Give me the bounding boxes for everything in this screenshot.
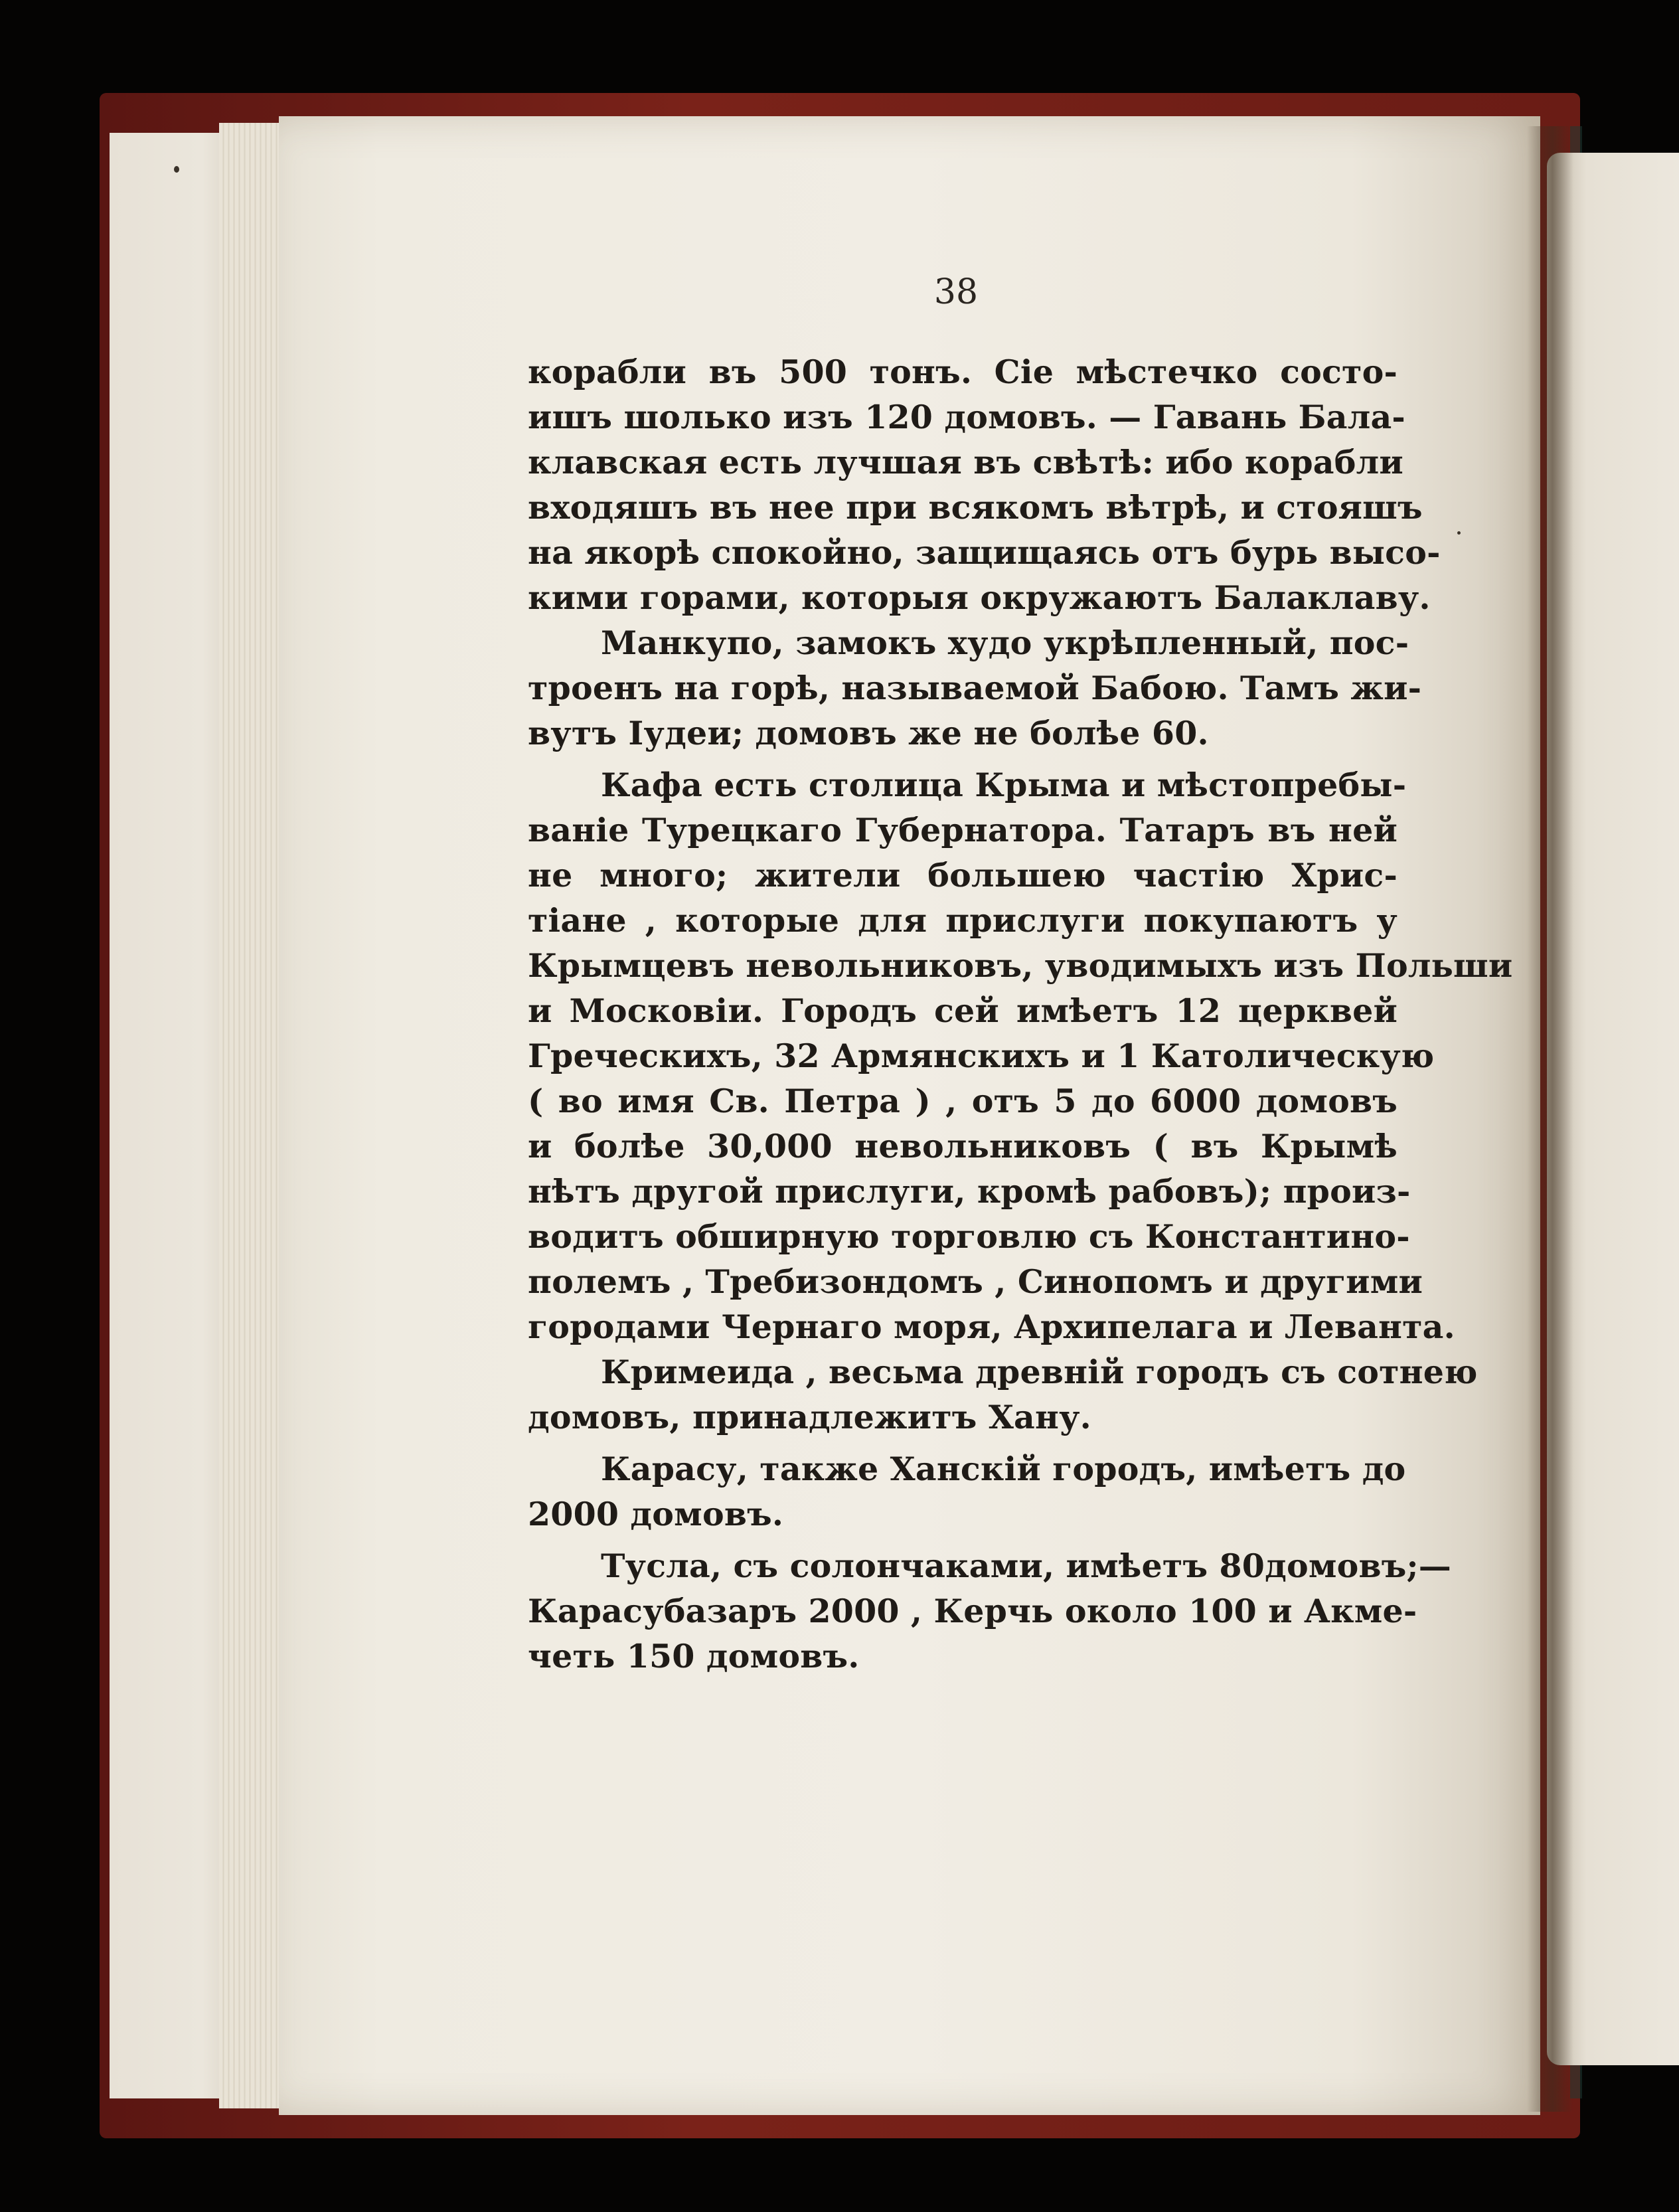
text-line: Карасубазаръ 2000 , Керчь около 100 и Акме-	[528, 1592, 1417, 1630]
text-line: ишъ шолько изъ 120 домовъ. — Гавань Бала-	[528, 398, 1405, 436]
text-line: ваніе Турецкаго Губернатора. Татаръ въ ней	[528, 811, 1398, 849]
text-line: Карасу, также Ханскій городъ, имѣетъ до	[601, 1450, 1406, 1488]
text-line: тіане , которые для прислуги покупаютъ у	[528, 901, 1398, 940]
text-line: городами Чернаго моря, Архипелага и Леванта.	[528, 1308, 1455, 1346]
text-line: вутъ Іудеи; домовъ же не болѣе 60.	[528, 714, 1209, 752]
text-line: домовъ, принадлежитъ Хану.	[528, 1398, 1091, 1436]
text-line: водитъ обширную торговлю съ Константино-	[528, 1217, 1410, 1256]
text-line: Кафа есть столица Крыма и мѣстопребы-	[601, 766, 1407, 804]
text-line: корабли въ 500 тонъ. Сіе мѣстечко состо-	[528, 353, 1398, 391]
text-line: полемъ , Требизондомъ , Синопомъ и другими	[528, 1262, 1423, 1301]
text-line: на якорѣ спокойно, защищаясь отъ бурь высо-	[528, 533, 1441, 572]
text-line: четь 150 домовъ.	[528, 1637, 860, 1675]
text-line: не много; жители большею частію Хрис-	[528, 856, 1398, 894]
paper-speck	[1457, 531, 1461, 535]
paper-speck	[174, 166, 179, 173]
text-line: клавская есть лучшая въ свѣтѣ: ибо корабли	[528, 443, 1403, 481]
text-line: Тусла, съ солончаками, имѣетъ 80домовъ;—	[601, 1547, 1451, 1585]
text-line: и Московіи. Городъ сей имѣетъ 12 церквей	[528, 991, 1398, 1030]
text-line: Греческихъ, 32 Армянскихъ и 1 Католическую	[528, 1037, 1435, 1075]
text-line: Кримеида , весьма древній городъ съ сотнею	[601, 1353, 1478, 1391]
text-line: кими горами, которыя окружаютъ Балаклаву.	[528, 578, 1431, 617]
text-line: Крымцевъ невольниковъ, уводимыхъ изъ Польши	[528, 946, 1513, 985]
text-line: входяшъ въ нее при всякомъ вѣтрѣ, и стояшъ	[528, 488, 1423, 527]
text-line: ( во имя Св. Петра ) , отъ 5 до 6000 домовъ	[528, 1082, 1398, 1120]
text-line: и болѣе 30,000 невольниковъ ( въ Крымѣ	[528, 1127, 1398, 1165]
text-line: Манкупо, замокъ худо укрѣпленный, пос-	[601, 624, 1409, 662]
page-number: 38	[933, 272, 979, 312]
text-line: нѣтъ другой прислуги, кромѣ рабовъ); произ-	[528, 1172, 1411, 1211]
spine-shadow	[1527, 126, 1573, 2112]
text-line: троенъ на горѣ, называемой Бабою. Тамъ жи-	[528, 669, 1422, 707]
text-line: 2000 домовъ.	[528, 1495, 784, 1533]
